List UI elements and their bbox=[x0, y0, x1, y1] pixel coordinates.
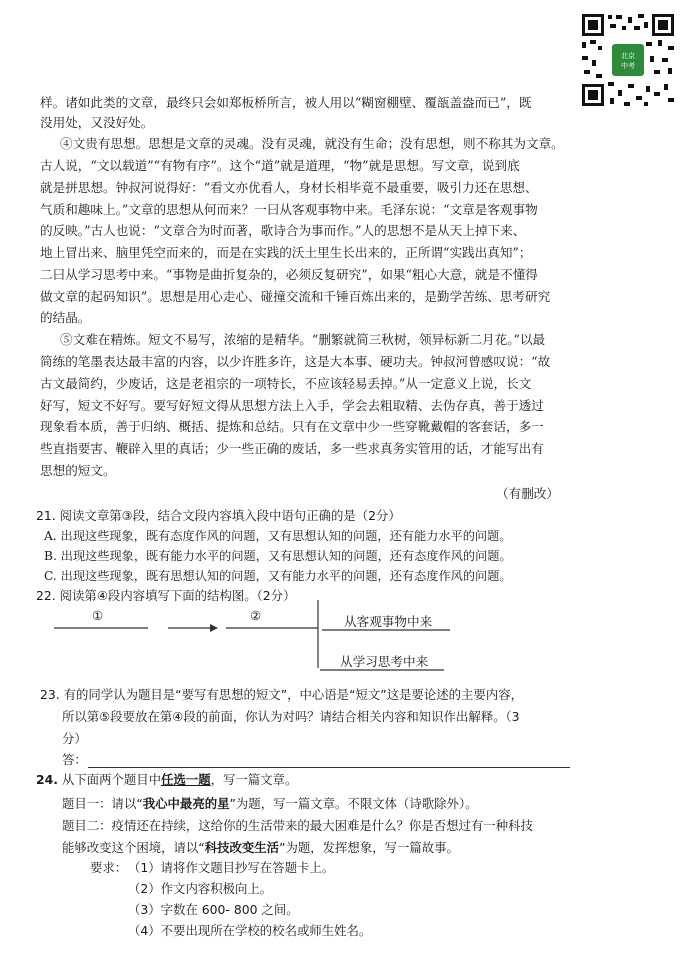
requirement-item: （4）不要出现所在学校的校名或师生姓名。 bbox=[128, 923, 372, 938]
question-24-emphasis: 任选一题 bbox=[161, 772, 211, 787]
question-21-option: C. 出现这些现象，既有思想认知的问题，又有能力水平的问题，还有态度作风的问题。 bbox=[44, 569, 512, 583]
question-22-stem: 22. 阅读第④段内容填写下面的结构图。（2分） bbox=[36, 588, 296, 603]
text-line: 没用处，又没好处。 bbox=[40, 115, 154, 130]
text-line: 气质和趣味上。”文章的思想从何而来？一曰从客观事物中来。毛泽东说：“文章是客观事物 bbox=[40, 202, 538, 217]
answer-label: 答： bbox=[62, 752, 87, 767]
question-21-option: B. 出现这些现象，既有能力水平的问题，又有思想认知的问题，还有态度作风的问题。 bbox=[44, 549, 512, 563]
question-24-stem bbox=[36, 771, 297, 789]
question-23-line: 分） bbox=[62, 731, 87, 746]
text-line: 地上冒出来、脑里凭空而来的，而是在实践的沃土里生长出来的，正所谓“实践出真知”； bbox=[40, 245, 532, 260]
topic-one-title: 我心中最亮的星 bbox=[142, 796, 230, 811]
structure-diagram bbox=[50, 598, 460, 678]
question-24-number: 24. bbox=[36, 772, 58, 787]
topic-one bbox=[62, 795, 478, 813]
diagram-branch-2: 从学习思考中来 bbox=[340, 654, 429, 669]
topic-one-post: ”为题，写一篇文章。不限文体（诗歌除外）。 bbox=[229, 796, 478, 811]
text-line: 就是拼思想。钟叔河说得好：“看文亦优看人，身材长相毕竟不最重要，吸引力还在思想、 bbox=[40, 180, 538, 195]
svg-text:北京: 北京 bbox=[621, 52, 635, 60]
svg-text:中考: 中考 bbox=[621, 62, 635, 70]
requirements-label: 要求： bbox=[90, 860, 128, 875]
topic-two-line-2 bbox=[62, 839, 459, 857]
topic-two-line-1: 题目二：疫情还在持续，这给你的生活带来的最大困难是什么？你是否想过有一种科技 bbox=[62, 818, 533, 833]
diagram-node-1: ① bbox=[92, 608, 104, 623]
diagram-branch-1: 从客观事物中来 bbox=[344, 614, 433, 629]
answer-line[interactable] bbox=[88, 767, 570, 768]
text-line: 古文最简约，少废话，这是老祖宗的一项特长，不应该轻易丢掉。”从一定意义上说，长文 bbox=[40, 376, 532, 391]
text-line: 简练的笔墨表达最丰富的内容，以少许胜多许，这是大本事、硬功夫。钟叔河曾感叹说：“故 bbox=[40, 354, 551, 369]
text-line: 样。诸如此类的文章，最终只会如郑板桥所言，被人用以“糊窗棚壁、覆瓿盖盎而已”，既 bbox=[40, 95, 532, 110]
topic-two-post: ”为题，发挥想象，写一篇故事。 bbox=[279, 840, 459, 855]
text-line: 做文章的起码知识”。思想是用心走心、碰撞交流和千锤百炼出来的，是勤学苦练、思考研究 bbox=[40, 289, 551, 304]
text-line: 思想的短文。 bbox=[40, 463, 116, 478]
text-line: 现象看本质，善于归纳、概括、提炼和总结。只有在文章中少一些穿靴戴帽的客套话，多一 bbox=[40, 419, 544, 434]
diagram-node-2: ② bbox=[250, 608, 262, 623]
requirement-item: （1）请将作文题目抄写在答题卡上。 bbox=[128, 860, 335, 875]
requirement-item: （2）作文内容积极向上。 bbox=[128, 881, 273, 896]
text-line: 的反映。”古人也说：“文章合为时而著，歌诗合为事而作。”人的思想不是从天上掉下来、 bbox=[40, 223, 526, 238]
question-23-line: 所以第⑤段要放在第④段的前面，你认为对吗？请结合相关内容和知识作出解释。（3 bbox=[62, 709, 520, 724]
source-note: （有删改） bbox=[496, 486, 559, 501]
arrow-head-icon bbox=[210, 624, 218, 632]
text-line: 二曰从学习思考中来。“事物是曲折复杂的，必须反复研究”，如果“粗心大意，就是不懂得 bbox=[40, 267, 538, 282]
qr-code-icon bbox=[580, 12, 676, 108]
text-line: 的结晶。 bbox=[40, 310, 91, 325]
topic-two-pre: 能够改变这个困境，请以“ bbox=[62, 840, 205, 855]
text-line: 古人说，“文以载道”“有物有序”。这个“道”就是道理，“物”就是思想。写文章，说到底 bbox=[40, 158, 520, 173]
question-23-line: 23. 有的同学认为题目是“要写有思想的短文”，中心语是“短文”这是要论述的主要内容， bbox=[40, 687, 523, 702]
requirement-item: （3）字数在 600- 800 之间。 bbox=[128, 902, 299, 917]
question-21-stem: 21. 阅读文章第③段，结合文段内容填入段中语句正确的是（2分） bbox=[36, 508, 401, 523]
question-24-stem-pre: 从下面两个题目中 bbox=[61, 772, 162, 787]
text-line: ⑤文难在精炼。短文不易写，浓缩的是精华。“删繁就简三秋树，领异标新二月花。”以最 bbox=[60, 332, 546, 347]
topic-one-pre: 题目一：请以“ bbox=[62, 796, 143, 811]
text-line: 些直指要害、鞭辟入里的真话；少一些正确的废话，多一些求真务实管用的话，才能写出有 bbox=[40, 441, 544, 456]
question-21-option: A. 出现这些现象，既有态度作风的问题，又有思想认知的问题，还有能力水平的问题。 bbox=[44, 529, 512, 543]
question-24-stem-post: ，写一篇文章。 bbox=[210, 772, 298, 787]
topic-two-title: 科技改变生活 bbox=[204, 840, 280, 855]
text-line: ④文贵有思想。思想是文章的灵魂。没有灵魂，就没有生命；没有思想，则不称其为文章。 bbox=[60, 136, 564, 151]
text-line: 好写，短文不好写。要写好短文得从思想方法上入手，学会去粗取精、去伪存真，善于透过 bbox=[40, 398, 544, 413]
